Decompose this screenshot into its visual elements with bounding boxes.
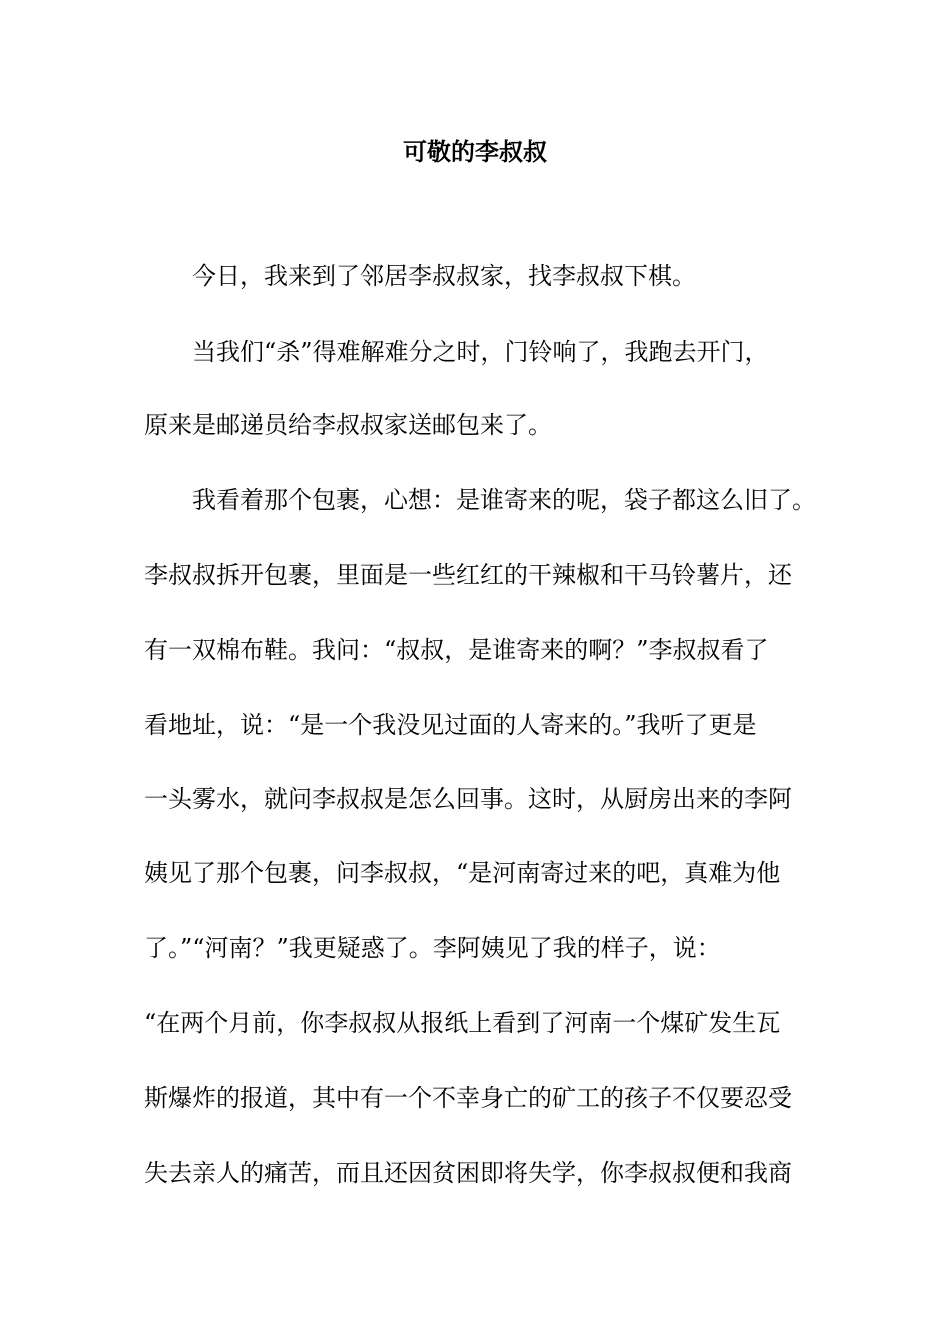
paragraph-line: 有一双棉布鞋。我问：“叔叔，是谁寄来的啊？”李叔叔看了: [144, 636, 769, 664]
paragraph-line: 姨见了那个包裹，问李叔叔，“是河南寄过来的吧，真难为他: [144, 859, 781, 887]
paragraph-line: 原来是邮递员给李叔叔家送邮包来了。: [144, 411, 552, 439]
paragraph-line: 李叔叔拆开包裹，里面是一些红红的干辣椒和干马铃薯片，还: [144, 561, 792, 589]
paragraph-line: “在两个月前，你李叔叔从报纸上看到了河南一个煤矿发生瓦: [144, 1009, 781, 1037]
paragraph-line: 我看着那个包裹，心想：是谁寄来的呢，袋子都这么旧了。: [192, 486, 816, 514]
paragraph-line: 失去亲人的痛苦，而且还因贫困即将失学，你李叔叔便和我商: [144, 1159, 792, 1187]
document-title: 可敬的李叔叔: [403, 137, 547, 166]
paragraph-line: 当我们“杀”得难解难分之时，门铃响了，我跑去开门，: [192, 338, 769, 366]
paragraph-line: 一头雾水，就问李叔叔是怎么回事。这时，从厨房出来的李阿: [144, 785, 792, 813]
paragraph-line: 斯爆炸的报道，其中有一个不幸身亡的矿工的孩子不仅要忍受: [144, 1084, 792, 1112]
paragraph-line: 了。”“河南？”我更疑惑了。李阿姨见了我的样子，说：: [144, 934, 721, 962]
paragraph-line: 看地址，说：“是一个我没见过面的人寄来的。”我听了更是: [144, 711, 757, 739]
paragraph-line: 今日，我来到了邻居李叔叔家，找李叔叔下棋。: [192, 262, 696, 290]
